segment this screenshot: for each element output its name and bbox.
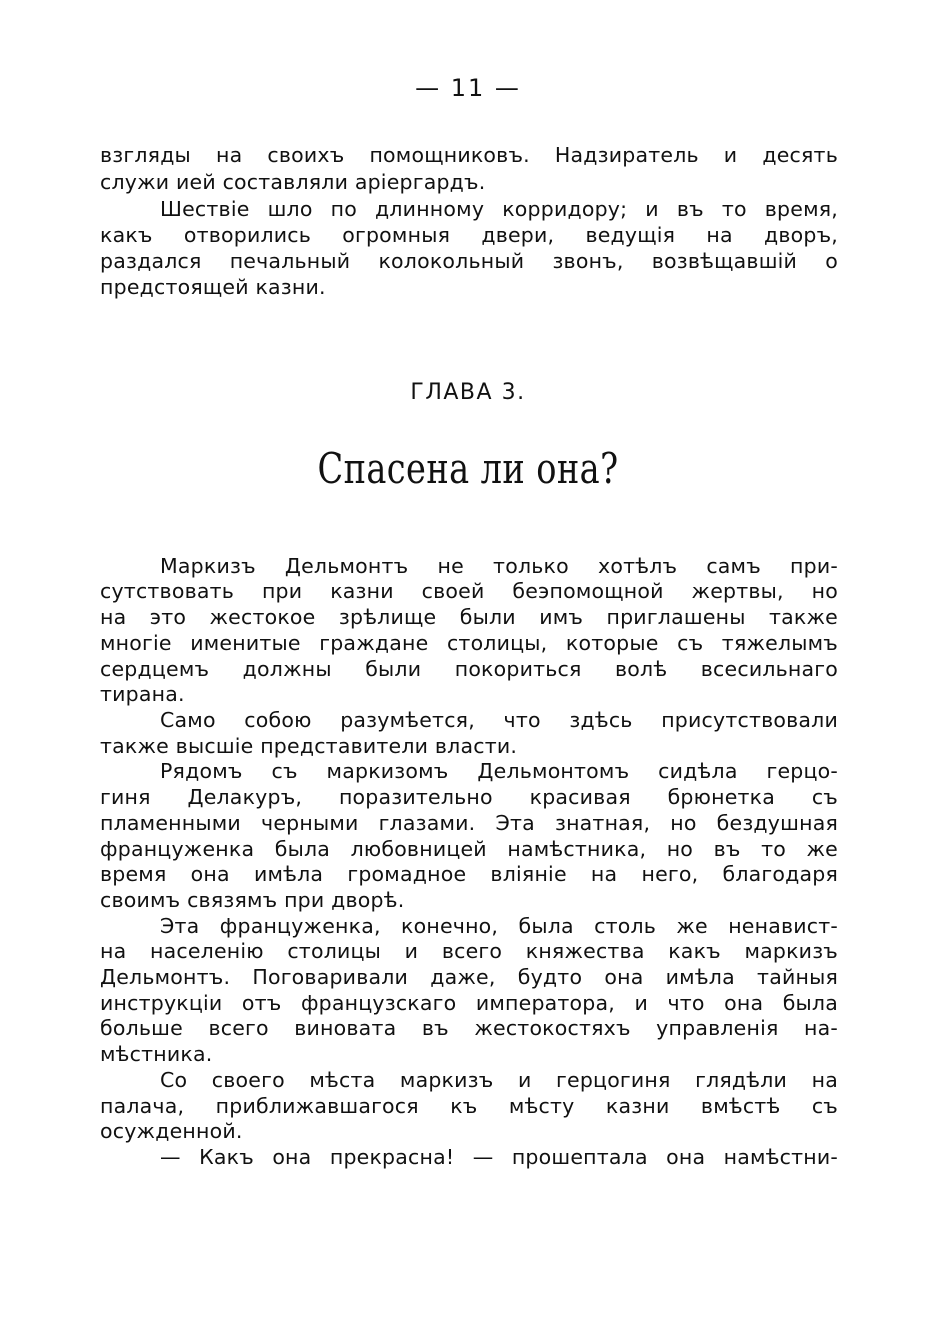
chapter-label: ГЛАВА 3.: [410, 380, 526, 405]
text-line: Маркизъ Дельмонтъ не только хотѣлъ самъ при-: [160, 554, 838, 578]
text-line: также высшiе представители власти.: [100, 734, 518, 758]
text-line: мѣстника.: [100, 1042, 213, 1066]
text-line: Рядомъ съ маркизомъ Дельмонтомъ сидѣла герцо-: [160, 759, 838, 783]
text-line: Эта француженка, конечно, была столь же ненавист-: [160, 914, 838, 938]
text-line: какъ отворились огромныя двери, ведущiя на дворъ,: [100, 223, 838, 247]
text-line: на это жестокое зрѣлище были имъ приглашены также: [100, 605, 838, 629]
text-line: взгляды на своихъ помощниковъ. Надзиратель и десять: [100, 143, 838, 167]
text-line: многiе именитые граждане столицы, которые съ тяжелымъ: [100, 631, 838, 655]
text-line: на населенiю столицы и всего княжества какъ маркизъ: [100, 939, 838, 963]
text-line: Со своего мѣста маркизъ и герцогиня глядѣли на: [160, 1068, 838, 1092]
text-line: инструкцiи отъ французскаго императора, и что она была: [100, 991, 838, 1015]
chapter-title: Спасена ли она?: [317, 444, 619, 493]
text-line: — Какъ она прекрасна! — прошептала она намѣстни-: [160, 1145, 838, 1169]
text-line: пламенными черными глазами. Эта знатная, но бездушная: [100, 811, 838, 835]
text-line: палача, приближавшагося къ мѣсту казни вмѣстѣ съ: [100, 1094, 838, 1118]
text-line: осужденной.: [100, 1119, 243, 1143]
text-line: Дельмонтъ. Поговаривали даже, будто она имѣла тайныя: [100, 965, 838, 989]
text-line: француженка была любовницей намѣстника, но въ то же: [100, 837, 838, 861]
text-line: больше всего виновата въ жестокостяхъ управленiя на-: [100, 1016, 838, 1040]
text-line: Само собою разумѣется, что здѣсь присутствовали: [160, 708, 838, 732]
text-line: предстоящей казни.: [100, 275, 326, 299]
text-line: тирана.: [100, 682, 185, 706]
text-line: сердцемъ должны были покориться волѣ всесильнаго: [100, 657, 838, 681]
text-line: время она имѣла громадное влiянiе на него, благодаря: [100, 862, 838, 886]
text-line: своимъ связямъ при дворѣ.: [100, 888, 405, 912]
text-line: служи ией составляли арiергардъ.: [100, 170, 486, 194]
page-number: — 11 —: [415, 74, 521, 102]
text-line: гиня Делакуръ, поразительно красивая брюнетка съ: [100, 785, 838, 809]
text-line: раздался печальный колокольный звонъ, возвѣщавшiй о: [100, 249, 838, 273]
text-line: сутствовать при казни своей беэпомощной жертвы, но: [100, 579, 838, 603]
text-line: Шествiе шло по длинному корридору; и въ то время,: [160, 197, 838, 221]
